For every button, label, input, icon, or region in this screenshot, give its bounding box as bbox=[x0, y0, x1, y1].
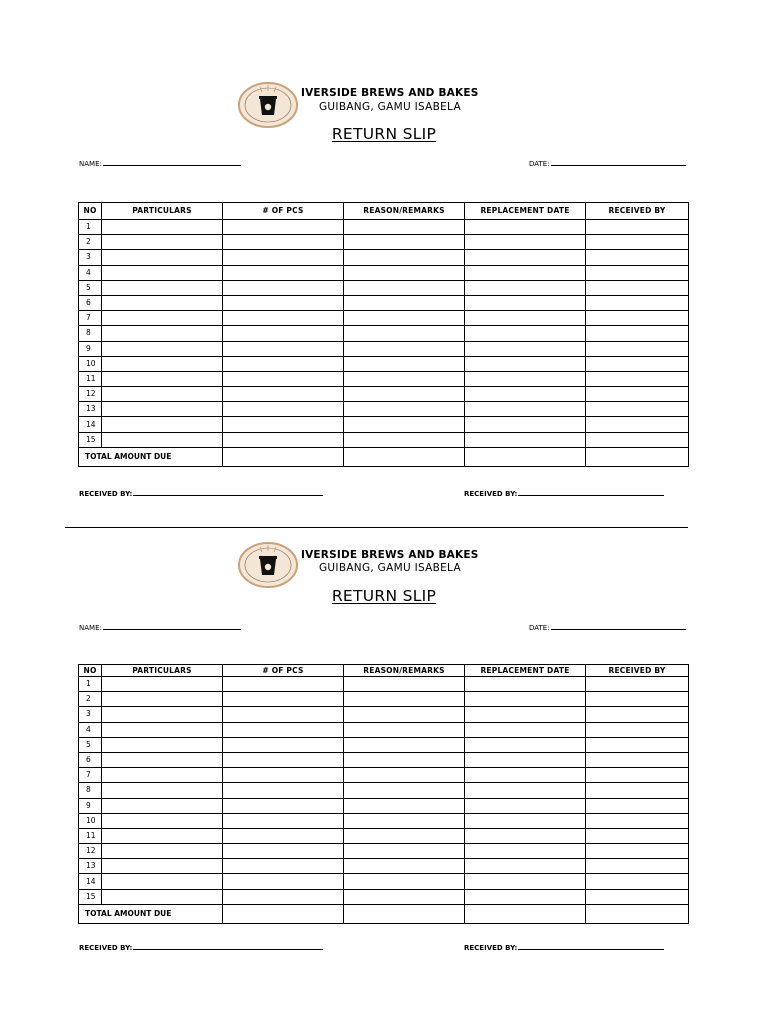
row-number: 15 bbox=[79, 432, 102, 447]
table-cell[interactable] bbox=[465, 783, 586, 798]
table-row bbox=[79, 677, 689, 692]
return-items-table bbox=[78, 664, 689, 924]
table-cell[interactable] bbox=[102, 356, 223, 371]
table-cell[interactable] bbox=[344, 677, 465, 692]
table-cell[interactable] bbox=[586, 844, 689, 859]
date-blank[interactable] bbox=[551, 622, 686, 630]
col-header-particulars: PARTICULARS bbox=[102, 203, 223, 220]
table-cell[interactable] bbox=[223, 220, 344, 235]
table-cell[interactable] bbox=[586, 677, 689, 692]
table-cell[interactable] bbox=[102, 874, 223, 889]
table-cell[interactable] bbox=[465, 859, 586, 874]
date-label: DATE: bbox=[529, 624, 550, 632]
table-row bbox=[79, 768, 689, 783]
name-field[interactable] bbox=[79, 622, 241, 632]
table-header-row bbox=[79, 665, 689, 677]
row-number: 8 bbox=[79, 326, 102, 341]
table-cell[interactable] bbox=[344, 250, 465, 265]
table-cell[interactable] bbox=[344, 387, 465, 402]
table-cell[interactable] bbox=[102, 432, 223, 447]
table-cell[interactable] bbox=[586, 220, 689, 235]
table-cell[interactable] bbox=[465, 371, 586, 386]
table-cell[interactable] bbox=[102, 311, 223, 326]
table-cell[interactable] bbox=[586, 387, 689, 402]
table-cell[interactable] bbox=[102, 752, 223, 767]
row-number: 1 bbox=[79, 220, 102, 235]
table-cell[interactable] bbox=[102, 280, 223, 295]
table-cell[interactable] bbox=[465, 250, 586, 265]
table-cell[interactable] bbox=[102, 677, 223, 692]
riverside-logo bbox=[238, 82, 298, 128]
table-cell[interactable] bbox=[344, 417, 465, 432]
date-label: DATE: bbox=[529, 160, 550, 168]
row-number: 7 bbox=[79, 768, 102, 783]
table-cell[interactable] bbox=[344, 402, 465, 417]
table-cell[interactable] bbox=[465, 813, 586, 828]
table-cell[interactable] bbox=[344, 311, 465, 326]
table-cell[interactable] bbox=[586, 828, 689, 843]
table-cell[interactable] bbox=[102, 768, 223, 783]
table-cell[interactable] bbox=[223, 768, 344, 783]
row-number: 3 bbox=[79, 707, 102, 722]
table-row bbox=[79, 874, 689, 889]
table-cell[interactable] bbox=[465, 220, 586, 235]
table-cell[interactable] bbox=[465, 722, 586, 737]
table-cell[interactable] bbox=[223, 692, 344, 707]
table-cell[interactable] bbox=[223, 874, 344, 889]
row-number: 10 bbox=[79, 813, 102, 828]
total-cell[interactable] bbox=[465, 904, 586, 923]
table-cell[interactable] bbox=[586, 402, 689, 417]
col-header-pcs: # OF PCS bbox=[223, 665, 344, 677]
table-cell[interactable] bbox=[465, 387, 586, 402]
row-number: 11 bbox=[79, 828, 102, 843]
table-cell[interactable] bbox=[344, 813, 465, 828]
table-cell[interactable] bbox=[102, 250, 223, 265]
received-by-label: RECEIVED BY: bbox=[79, 944, 133, 952]
table-cell[interactable] bbox=[223, 783, 344, 798]
total-row bbox=[79, 904, 689, 923]
table-cell[interactable] bbox=[586, 250, 689, 265]
col-header-replacement-date: REPLACEMENT DATE bbox=[465, 203, 586, 220]
table-cell[interactable] bbox=[102, 295, 223, 310]
table-cell[interactable] bbox=[586, 783, 689, 798]
table-row bbox=[79, 813, 689, 828]
table-row bbox=[79, 692, 689, 707]
table-cell[interactable] bbox=[586, 722, 689, 737]
table-cell[interactable] bbox=[102, 371, 223, 386]
table-row bbox=[79, 859, 689, 874]
table-cell[interactable] bbox=[223, 402, 344, 417]
table-row bbox=[79, 828, 689, 843]
row-number: 11 bbox=[79, 371, 102, 386]
table-cell[interactable] bbox=[102, 798, 223, 813]
table-cell[interactable] bbox=[102, 828, 223, 843]
table-cell[interactable] bbox=[465, 402, 586, 417]
table-cell[interactable] bbox=[465, 341, 586, 356]
row-number: 2 bbox=[79, 235, 102, 250]
table-cell[interactable] bbox=[344, 295, 465, 310]
table-row bbox=[79, 432, 689, 447]
table-cell[interactable] bbox=[223, 356, 344, 371]
col-header-pcs: # OF PCS bbox=[223, 203, 344, 220]
table-cell[interactable] bbox=[586, 326, 689, 341]
table-cell[interactable] bbox=[465, 265, 586, 280]
company-name: IVERSIDE BREWS AND BAKES bbox=[301, 549, 479, 561]
table-cell[interactable] bbox=[102, 722, 223, 737]
table-cell[interactable] bbox=[344, 341, 465, 356]
row-number: 1 bbox=[79, 677, 102, 692]
table-cell[interactable] bbox=[102, 235, 223, 250]
table-cell[interactable] bbox=[102, 265, 223, 280]
total-label: TOTAL AMOUNT DUE bbox=[79, 904, 223, 923]
table-cell[interactable] bbox=[586, 356, 689, 371]
table-cell[interactable] bbox=[223, 265, 344, 280]
table-cell[interactable] bbox=[223, 828, 344, 843]
received-by-label: RECEIVED BY: bbox=[79, 490, 133, 498]
table-cell[interactable] bbox=[344, 889, 465, 904]
date-blank[interactable] bbox=[551, 158, 686, 166]
name-blank[interactable] bbox=[103, 158, 241, 166]
row-number: 12 bbox=[79, 844, 102, 859]
table-cell[interactable] bbox=[586, 889, 689, 904]
table-row bbox=[79, 402, 689, 417]
received-by-right[interactable] bbox=[464, 942, 664, 952]
table-cell[interactable] bbox=[465, 295, 586, 310]
table-row bbox=[79, 265, 689, 280]
name-blank[interactable] bbox=[103, 622, 241, 630]
table-cell[interactable] bbox=[344, 828, 465, 843]
table-row bbox=[79, 387, 689, 402]
table-cell[interactable] bbox=[344, 265, 465, 280]
table-cell[interactable] bbox=[586, 432, 689, 447]
date-field[interactable] bbox=[529, 158, 686, 168]
table-cell[interactable] bbox=[586, 341, 689, 356]
table-cell[interactable] bbox=[102, 859, 223, 874]
received-by-label: RECEIVED BY: bbox=[464, 944, 518, 952]
table-row bbox=[79, 250, 689, 265]
table-cell[interactable] bbox=[102, 387, 223, 402]
row-number: 4 bbox=[79, 722, 102, 737]
col-header-received-by: RECEIVED BY bbox=[586, 665, 689, 677]
table-row bbox=[79, 707, 689, 722]
table-row bbox=[79, 326, 689, 341]
table-cell[interactable] bbox=[586, 265, 689, 280]
row-number: 8 bbox=[79, 783, 102, 798]
table-cell[interactable] bbox=[586, 752, 689, 767]
table-cell[interactable] bbox=[344, 783, 465, 798]
table-cell[interactable] bbox=[344, 798, 465, 813]
row-number: 6 bbox=[79, 295, 102, 310]
table-row bbox=[79, 798, 689, 813]
table-cell[interactable] bbox=[102, 783, 223, 798]
table-cell[interactable] bbox=[102, 844, 223, 859]
row-number: 14 bbox=[79, 417, 102, 432]
table-cell[interactable] bbox=[223, 889, 344, 904]
received-by-blank[interactable] bbox=[518, 942, 664, 950]
received-by-left[interactable] bbox=[79, 942, 323, 952]
table-cell[interactable] bbox=[344, 692, 465, 707]
table-row bbox=[79, 311, 689, 326]
table-cell[interactable] bbox=[586, 295, 689, 310]
table-cell[interactable] bbox=[102, 889, 223, 904]
row-number: 5 bbox=[79, 280, 102, 295]
table-cell[interactable] bbox=[465, 235, 586, 250]
col-header-particulars: PARTICULARS bbox=[102, 665, 223, 677]
table-cell[interactable] bbox=[223, 844, 344, 859]
table-cell[interactable] bbox=[586, 874, 689, 889]
table-cell[interactable] bbox=[465, 889, 586, 904]
table-cell[interactable] bbox=[465, 874, 586, 889]
row-number: 13 bbox=[79, 402, 102, 417]
table-row bbox=[79, 722, 689, 737]
table-cell[interactable] bbox=[344, 707, 465, 722]
table-cell[interactable] bbox=[102, 692, 223, 707]
col-header-reason: REASON/REMARKS bbox=[344, 203, 465, 220]
return-slip-bottom bbox=[0, 463, 768, 952]
table-row bbox=[79, 752, 689, 767]
table-cell[interactable] bbox=[586, 417, 689, 432]
row-number: 5 bbox=[79, 737, 102, 752]
table-cell[interactable] bbox=[344, 752, 465, 767]
table-cell[interactable] bbox=[344, 220, 465, 235]
table-cell[interactable] bbox=[344, 280, 465, 295]
table-cell[interactable] bbox=[586, 859, 689, 874]
table-cell[interactable] bbox=[223, 707, 344, 722]
table-cell[interactable] bbox=[465, 356, 586, 371]
table-cell[interactable] bbox=[586, 235, 689, 250]
table-cell[interactable] bbox=[223, 813, 344, 828]
table-cell[interactable] bbox=[223, 859, 344, 874]
table-cell[interactable] bbox=[223, 235, 344, 250]
table-cell[interactable] bbox=[586, 692, 689, 707]
table-cell[interactable] bbox=[465, 798, 586, 813]
table-cell[interactable] bbox=[465, 844, 586, 859]
table-cell[interactable] bbox=[586, 707, 689, 722]
table-cell[interactable] bbox=[586, 798, 689, 813]
total-cell[interactable] bbox=[344, 904, 465, 923]
table-cell[interactable] bbox=[223, 432, 344, 447]
date-field[interactable] bbox=[529, 622, 686, 632]
table-cell[interactable] bbox=[223, 341, 344, 356]
table-row bbox=[79, 295, 689, 310]
return-items-table bbox=[78, 202, 689, 467]
slip-title: RETURN SLIP bbox=[331, 125, 437, 143]
table-header-row bbox=[79, 203, 689, 220]
row-number: 9 bbox=[79, 341, 102, 356]
table-cell[interactable] bbox=[223, 326, 344, 341]
table-cell[interactable] bbox=[465, 692, 586, 707]
table-row bbox=[79, 371, 689, 386]
total-label: TOTAL AMOUNT DUE bbox=[79, 447, 223, 466]
row-number: 9 bbox=[79, 798, 102, 813]
table-cell[interactable] bbox=[344, 432, 465, 447]
table-cell[interactable] bbox=[102, 341, 223, 356]
table-cell[interactable] bbox=[344, 722, 465, 737]
table-cell[interactable] bbox=[586, 737, 689, 752]
table-cell[interactable] bbox=[344, 874, 465, 889]
row-number: 13 bbox=[79, 859, 102, 874]
table-cell[interactable] bbox=[223, 387, 344, 402]
table-cell[interactable] bbox=[465, 828, 586, 843]
table-cell[interactable] bbox=[586, 768, 689, 783]
total-cell[interactable] bbox=[223, 904, 344, 923]
table-cell[interactable] bbox=[465, 280, 586, 295]
company-name: IVERSIDE BREWS AND BAKES bbox=[301, 87, 479, 99]
row-number: 6 bbox=[79, 752, 102, 767]
table-cell[interactable] bbox=[223, 752, 344, 767]
row-number: 14 bbox=[79, 874, 102, 889]
table-cell[interactable] bbox=[344, 371, 465, 386]
table-cell[interactable] bbox=[102, 707, 223, 722]
table-cell[interactable] bbox=[465, 737, 586, 752]
row-number: 2 bbox=[79, 692, 102, 707]
table-cell[interactable] bbox=[465, 677, 586, 692]
table-cell[interactable] bbox=[465, 432, 586, 447]
table-row bbox=[79, 220, 689, 235]
table-row bbox=[79, 844, 689, 859]
table-cell[interactable] bbox=[223, 737, 344, 752]
row-number: 7 bbox=[79, 311, 102, 326]
table-row bbox=[79, 783, 689, 798]
table-cell[interactable] bbox=[465, 311, 586, 326]
col-header-no: NO bbox=[79, 203, 102, 220]
table-cell[interactable] bbox=[465, 417, 586, 432]
name-label: NAME: bbox=[79, 624, 102, 632]
table-cell[interactable] bbox=[465, 752, 586, 767]
table-cell[interactable] bbox=[586, 371, 689, 386]
received-by-label: RECEIVED BY: bbox=[464, 490, 518, 498]
table-row bbox=[79, 737, 689, 752]
table-cell[interactable] bbox=[223, 311, 344, 326]
table-cell[interactable] bbox=[223, 250, 344, 265]
table-cell[interactable] bbox=[344, 235, 465, 250]
name-field[interactable] bbox=[79, 158, 241, 168]
table-row bbox=[79, 356, 689, 371]
table-cell[interactable] bbox=[223, 371, 344, 386]
table-cell[interactable] bbox=[102, 813, 223, 828]
received-by-blank[interactable] bbox=[133, 942, 323, 950]
table-cell[interactable] bbox=[465, 707, 586, 722]
table-cell[interactable] bbox=[223, 295, 344, 310]
table-row bbox=[79, 417, 689, 432]
col-header-no: NO bbox=[79, 665, 102, 677]
table-cell[interactable] bbox=[102, 326, 223, 341]
slip-title: RETURN SLIP bbox=[331, 587, 437, 605]
table-cell[interactable] bbox=[586, 311, 689, 326]
col-header-replacement-date: REPLACEMENT DATE bbox=[465, 665, 586, 677]
table-cell[interactable] bbox=[344, 859, 465, 874]
table-cell[interactable] bbox=[465, 768, 586, 783]
table-cell[interactable] bbox=[586, 280, 689, 295]
table-cell[interactable] bbox=[223, 798, 344, 813]
table-cell[interactable] bbox=[344, 326, 465, 341]
table-row bbox=[79, 889, 689, 904]
row-number: 10 bbox=[79, 356, 102, 371]
row-number: 12 bbox=[79, 387, 102, 402]
table-cell[interactable] bbox=[102, 220, 223, 235]
row-number: 15 bbox=[79, 889, 102, 904]
return-slip-top bbox=[0, 0, 768, 498]
table-cell[interactable] bbox=[223, 280, 344, 295]
table-cell[interactable] bbox=[102, 417, 223, 432]
table-cell[interactable] bbox=[223, 677, 344, 692]
table-cell[interactable] bbox=[344, 768, 465, 783]
col-header-received-by: RECEIVED BY bbox=[586, 203, 689, 220]
col-header-reason: REASON/REMARKS bbox=[344, 665, 465, 677]
table-cell[interactable] bbox=[344, 737, 465, 752]
table-cell[interactable] bbox=[102, 737, 223, 752]
company-address: GUIBANG, GAMU ISABELA bbox=[319, 101, 461, 113]
name-label: NAME: bbox=[79, 160, 102, 168]
table-cell[interactable] bbox=[586, 813, 689, 828]
row-number: 3 bbox=[79, 250, 102, 265]
total-cell[interactable] bbox=[586, 904, 689, 923]
row-number: 4 bbox=[79, 265, 102, 280]
table-row bbox=[79, 280, 689, 295]
table-cell[interactable] bbox=[223, 722, 344, 737]
table-cell[interactable] bbox=[102, 402, 223, 417]
table-cell[interactable] bbox=[223, 417, 344, 432]
table-row bbox=[79, 235, 689, 250]
riverside-logo bbox=[238, 542, 298, 588]
table-cell[interactable] bbox=[465, 326, 586, 341]
table-row bbox=[79, 341, 689, 356]
table-cell[interactable] bbox=[344, 844, 465, 859]
table-cell[interactable] bbox=[344, 356, 465, 371]
company-address: GUIBANG, GAMU ISABELA bbox=[319, 562, 461, 574]
